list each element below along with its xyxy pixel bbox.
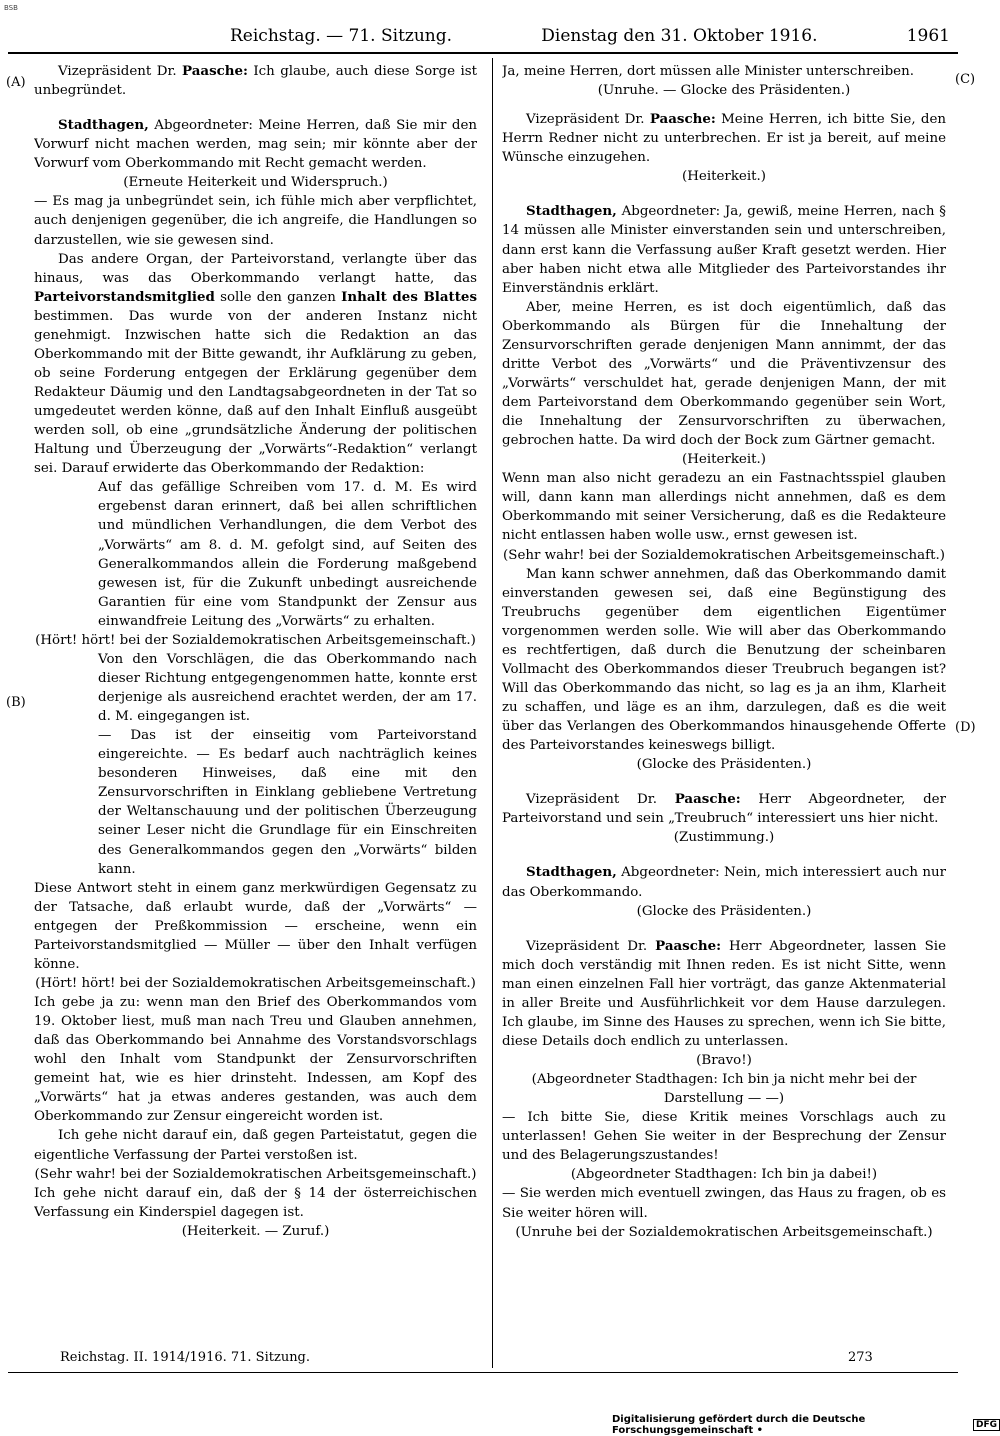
header-date: Dienstag den 31. Oktober 1916. [541,26,818,46]
remark: (Abgeordneter Stadthagen: Ich bin ja dabei!) [570,1167,878,1183]
paragraph: Aber, meine Herren, es ist doch eigentümlich, daß das Oberkommando als Bürgen für die Innehaltung der Zensurvorschriften gerade denjenigen Mann annimmt, der das dritte Verbot des „Vorwärts“ und die Präventivzensur des „Vorwärts“ verschuldet hat, gerade denjenigen Mann, der mit dem Parteivorstand dem Oberkommando gegenüber sein Wort, die Innehaltung der Zensurvorschriften zu überwachen, gebrochen hatte. Da wird doch der Bock zum Gärtner gemacht. [502,299,946,449]
footer-rule [8,1372,958,1373]
paragraph: — Es mag ja unbegründet sein, ich fühle mich aber verpflichtet, auch denjenigen gegenüber, die ich angreife, die Handlungen so darzustellen, wie sie gewesen sind. [34,194,477,248]
paragraph: Vizepräsident Dr. Paasche: Herr Abgeordneter, der Parteivorstand und sein „Treubruch“ interessiert uns hier nicht. [502,791,946,827]
margin-marker-d: (D) [955,720,976,735]
header-left: Reichstag. — 71. Sitzung. [230,26,453,46]
paragraph: Diese Antwort steht in einem ganz merkwürdigen Gegensatz zu der Tatsache, daß erlaubt wurde, daß der „Vorwärts“ — entgegen der Preßkommission — erscheine, wenn ein Parteivorstandsmitglied — Müller — über den Inhalt verfügen könne. [34,880,477,972]
paragraph: Das andere Organ, der Parteivorstand, verlangte über das hinaus, was das Oberkommando verlangt hatte, das Parteivorstandsmitglied solle den ganzen Inhalt des Blattes bestimmen. Das wurde von der anderen Instanz nicht genehmigt. Inzwischen hatte sich die Redaktion an das Oberkommando mit der Bitte gewandt, ihr Aufklärung zu geben, ob seine Forderung entgegen der Erklärung gegenüber dem Redakteur Däumig und den Landtagsabgeordneten in der Tat so umgedeutet werden könne, daß auf den Inhalt Einfluß ausgeübt werden soll, ob eine „grundsätzliche Änderung der politischen Haltung und Überzeugung der „Vorwärts“-Redaktion“ verlangt sei. Darauf erwiderte das Oberkommando der Redaktion: [34,251,477,477]
paragraph: Man kann schwer annehmen, daß das Oberkommando damit einverstanden gewesen sei, daß eine Begünstigung des Treubruchs gegenüber dem eigentlichen Eigentümer vorgenommen werden solle. Wie will aber das Oberkommando es rechtfertigen, daß durch die Benutzung der scheinbaren Vollmacht des Oberkommandos dieser Treubruch begangen ist? Will das Oberkommando das nicht, so lag es ja an ihm, Klarheit zu schaffen, und läge es an ihm, darzulegen, daß es die weit über das Verlangen des Oberkommandos hinausgehende Offerte des Parteivorstandes keineswegs billigt. [502,566,946,754]
speaker-name: Paasche: [674,791,741,808]
paragraph: Ich gehe nicht darauf ein, daß gegen Parteistatut, gegen die eigentliche Verfassung der Partei verstoßen ist. [34,1128,477,1163]
remark: (Unruhe. — Glocke des Präsidenten.) [597,83,851,99]
paragraph: — Sie werden mich eventuell zwingen, das Haus zu fragen, ob es Sie weiter hören will. [502,1186,946,1221]
remark: (Hört! hört! bei der Sozialdemokratischen Arbeitsgemeinschaft.) [35,975,476,991]
emphasis: Parteivorstandsmitglied [34,288,215,305]
column-divider [492,58,493,1368]
paragraph: — Ich bitte Sie, diese Kritik meines Vorschlags auch zu unterlassen! Gehen Sie weiter in der Besprechung der Zensur und des Belagerungszustandes! [502,1110,946,1164]
library-stamp: BSB [4,4,18,12]
speaker-name: Stadthagen, [526,864,617,881]
paragraph: Stadthagen, Abgeordneter: Ja, gewiß, meine Herren, nach § 14 müssen alle Minister einverstanden sein und unterschreiben, dann erst kann die Verfassung außer Kraft gesetzt werden. Hier aber haben nicht etwa alle Mitglieder des Parteivorstandes ihr Einverständnis erklärt. [502,203,946,296]
emphasis: Inhalt des Blattes [341,288,477,305]
credit-text: Digitalisierung gefördert durch die Deutsche Forschungsgemeinschaft • [612,1414,866,1436]
running-header [230,20,950,46]
right-column [502,62,946,1372]
dfg-logo: DFG [973,1419,1000,1431]
remark: (Heiterkeit. — Zuruf.) [181,1223,330,1239]
paragraph: Ich gehe nicht darauf ein, daß der § 14 der österreichischen Verfassung ein Kinderspiel dagegen ist. [34,1185,477,1220]
speaker-name: Paasche: [655,937,722,954]
margin-marker-c: (C) [955,72,976,87]
remark: (Glocke des Präsidenten.) [636,757,812,773]
speaker-name: Stadthagen, [526,203,617,220]
footer-source: Reichstag. II. 1914/1916. 71. Sitzung. [60,1350,311,1365]
remark: (Sehr wahr! bei der Sozialdemokratischen Arbeitsgemeinschaft.) [34,1166,477,1182]
paragraph: Ja, meine Herren, dort müssen alle Minister unterschreiben. [502,64,914,79]
remark: (Hört! hört! bei der Sozialdemokratischen Arbeitsgemeinschaft.) [35,632,476,648]
paragraph: Stadthagen, Abgeordneter: Meine Herren, daß Sie mir den Vorwurf nicht machen werden, mag sein; mir könnte aber der Vorwurf vom Oberkommando mit Recht gemacht werden. [34,117,477,172]
margin-marker-b: (B) [6,695,26,710]
remark: (Sehr wahr! bei der Sozialdemokratischen Arbeitsgemeinschaft.) [503,547,945,563]
paragraph: Stadthagen, Abgeordneter: Nein, mich interessiert auch nur das Oberkommando. [502,864,946,900]
remark: (Bravo!) [696,1053,752,1068]
remark: (Unruhe bei der Sozialdemokratischen Arbeitsgemeinschaft.) [515,1224,933,1240]
page-number: 1961 [906,26,950,46]
paragraph: Ich gebe ja zu: wenn man den Brief des Oberkommandos vom 19. Oktober liest, muß man nach Treu und Glauben annehmen, daß das Oberkommando bei Annahme des Vorstandsvorschlags wohl den Inhalt vom Standpunkt der Zensurvorschriften gemeint hat, wie es hier drinsteht. Indessen, am Kopf des „Vorwärts“ hat ja etwas anderes gestanden, was auch dem Oberkommando zur Zensur eingereicht worden ist. [34,995,477,1125]
paragraph: Vizepräsident Dr. Paasche: Herr Abgeordneter, lassen Sie mich doch verständig mit Ihnen reden. Es ist nicht Sitte, wenn man einen einzelnen Fall hier vorträgt, das ganze Aktenmaterial in aller Breite und Ausführlichkeit vor dem Hause darzulegen. Ich glaube, im Sinne des Hauses zu sprechen, wenn ich Sie bitte, diese Details doch endlich zu unterlassen. [502,937,946,1049]
left-column [34,62,477,1372]
speaker-name: Stadthagen, [58,117,149,134]
quotation: Von den Vorschlägen, die das Oberkommando nach dieser Richtung entgegengenommen hatte, konnte erst derjenige als ausreichend erachtet werden, der am 17. d. M. eingegangen ist. [98,651,477,725]
margin-marker-a: (A) [6,75,26,90]
paragraph: Vizepräsident Dr. Paasche: Ich glaube, auch diese Sorge ist unbegründet. [34,63,477,99]
remark: (Heiterkeit.) [682,452,766,468]
remark: (Zustimmung.) [673,830,775,846]
remark: (Heiterkeit.) [682,169,766,185]
speaker-name: Paasche: [649,111,716,128]
paragraph: Vizepräsident Dr. Paasche: Meine Herren, ich bitte Sie, den Herrn Redner nicht zu unterbrechen. Er ist ja bereit, auf meine Wünsche einzugehen. [502,111,946,166]
speaker-name: Paasche: [182,63,248,79]
footer-page-number: 273 [848,1350,873,1365]
quotation: Auf das gefällige Schreiben vom 17. d. M. Es wird ergebenst daran erinnert, daß bei allen schriftlichen und mündlichen Verhandlungen, die dem Verbot des „Vorwärts“ am 8. d. M. gefolgt sind, auf Seiten des Generalkommandos allein die Forderung maßgebend gewesen ist, für die Zukunft unbedingt ausreichende Garantien für eine vom Standpunkt der Zensur aus einwandfreie Leitung des „Vorwärts“ zu erhalten. [98,480,477,629]
remark: (Abgeordneter Stadthagen: Ich bin ja nicht mehr bei der Darstellung — —) [531,1072,917,1107]
quotation: — Das ist der einseitig vom Parteivorstand eingereichte. — Es bedarf auch nachträglich keines besonderen Hinweises, daß eine mit den Zensurvorschriften in Einklang gebliebene Vertretung der Weltanschauung und der politischen Überzeugung seiner Leser nicht die Grundlage für ein Einschreiten des Generalkommandos gegen den „Vorwärts“ bilden kann. [98,728,477,877]
digitization-credit [612,1414,1000,1436]
header-rule [8,52,958,54]
remark: (Glocke des Präsidenten.) [636,903,812,919]
remark: (Erneute Heiterkeit und Widerspruch.) [123,175,388,191]
paragraph: Wenn man also nicht geradezu an ein Fastnachtsspiel glauben will, dann kann man allerdings nicht annehmen, daß es dem Oberkommando mit seiner Versicherung, daß es die Redakteure nicht entlassen haben wolle usw., ernst gewesen ist. [502,471,946,544]
